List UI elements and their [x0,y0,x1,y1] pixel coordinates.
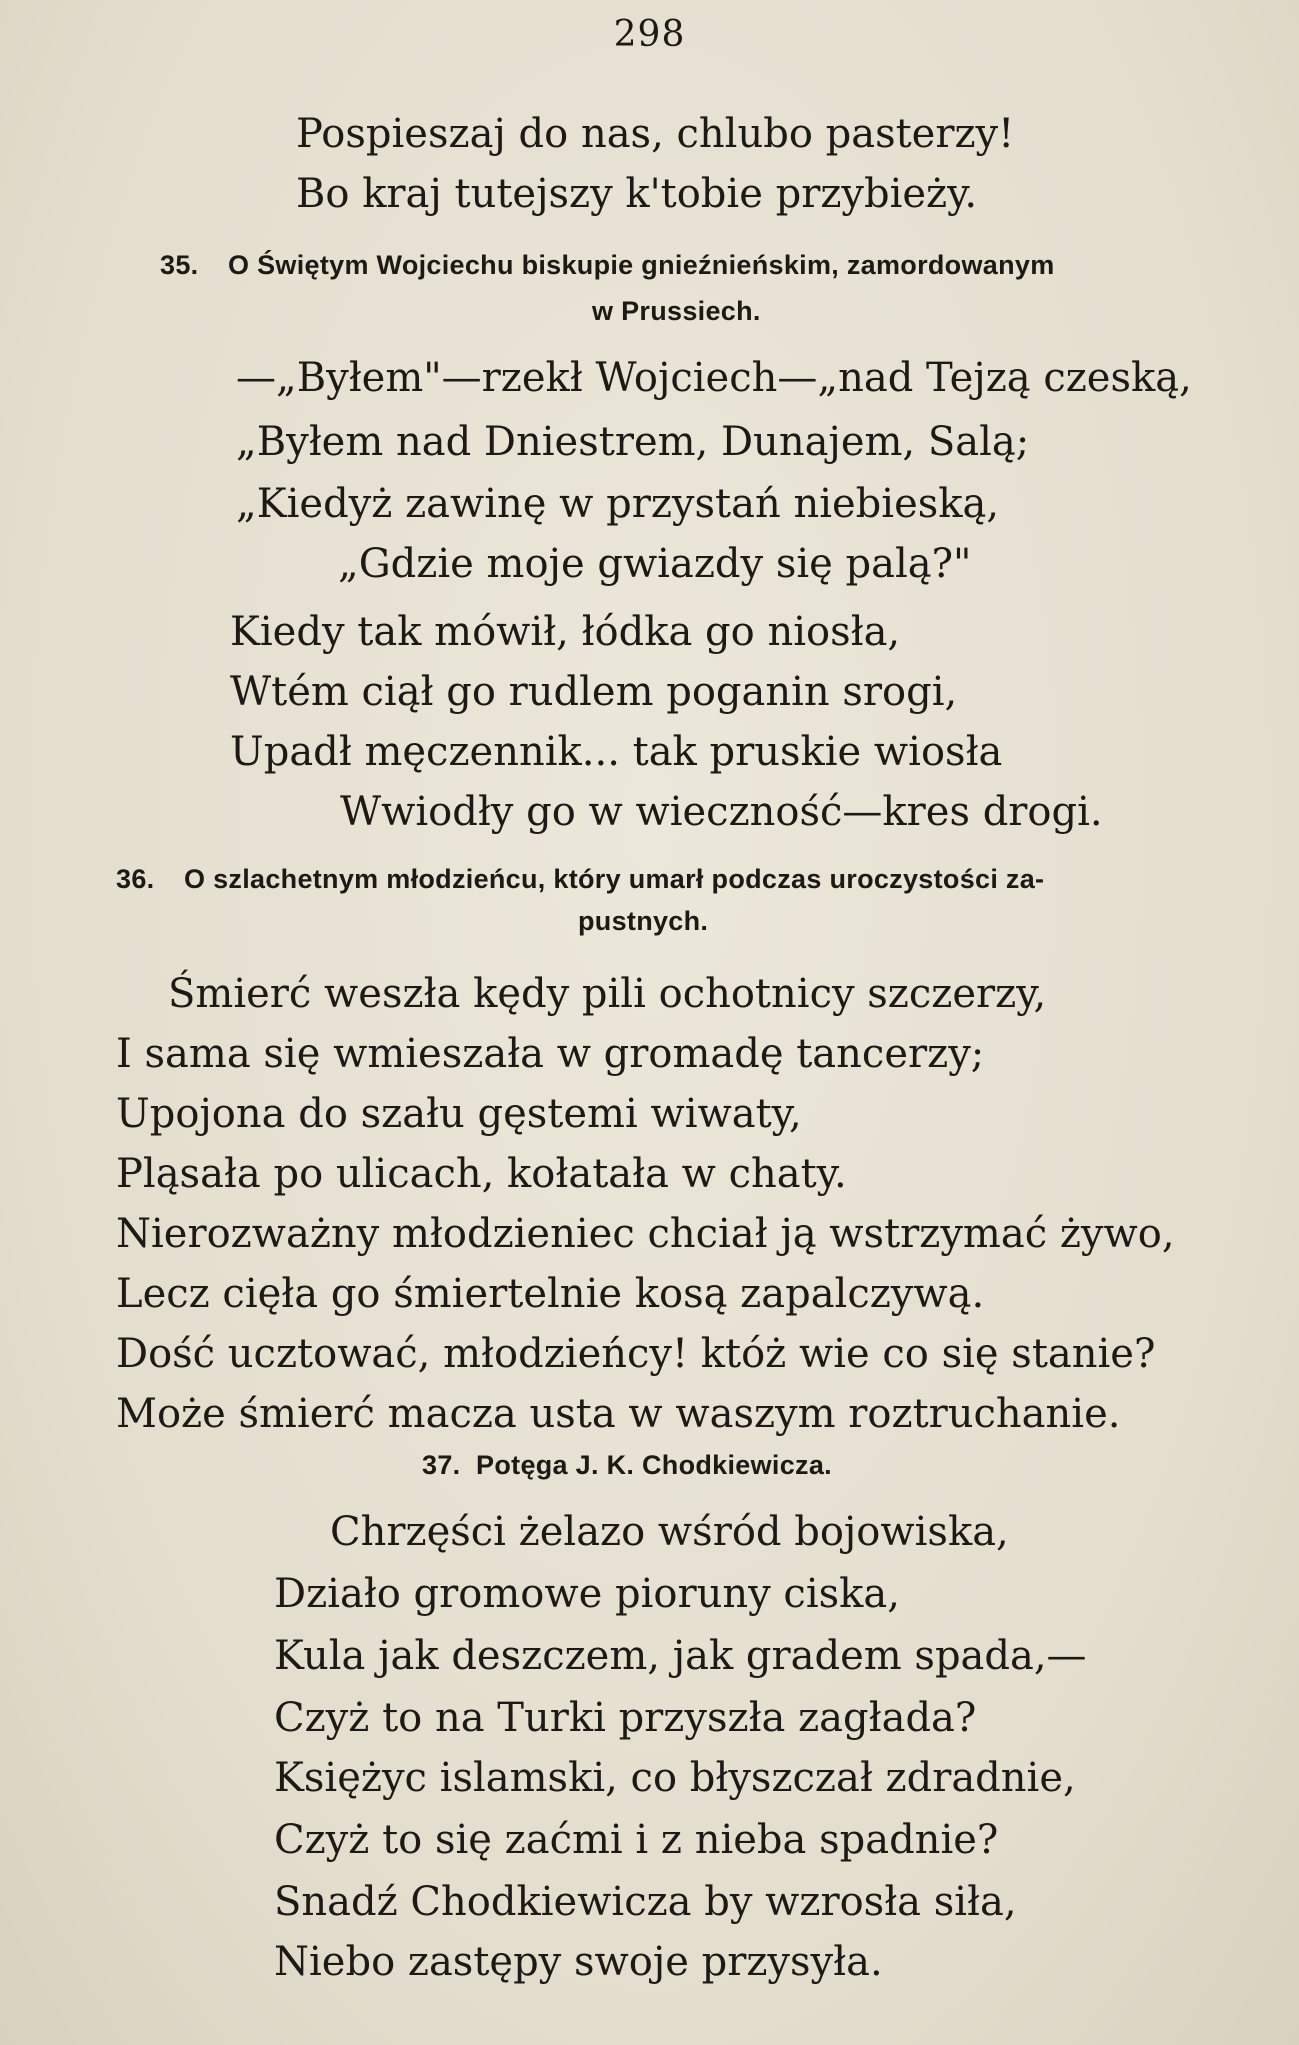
poem-line: Czyż to na Turki przyszła zagłada? [274,1695,977,1741]
poem-line: Śmierć weszła kędy pili ochotnicy szczerzy, [168,971,1047,1017]
section-title: Potęga J. K. Chodkiewicza. [476,1450,832,1480]
poem-line: Księżyc islamski, co błyszczał zdradnie, [274,1755,1076,1801]
section-heading-35 [160,252,1055,279]
poem-line: Kula jak deszczem, jak gradem spada,— [274,1633,1087,1679]
section-heading-35-cont: w Prussiech. [592,296,761,326]
section-heading-37 [422,1452,832,1479]
poem-line: Dość ucztować, młodzieńcy! któż wie co się stanie? [116,1331,1156,1377]
poem-line: Może śmierć macza usta w waszym roztruchanie. [116,1391,1121,1437]
poem-line: Snadź Chodkiewicza by wzrosła siła, [274,1879,1017,1925]
poem-line: „Gdzie moje gwiazdy się palą?" [338,541,972,587]
poem-line: Upojona do szału gęstemi wiwaty, [116,1091,802,1137]
poem-line: I sama się wmieszała w gromadę tancerzy; [116,1031,985,1077]
poem-line: „Byłem nad Dniestrem, Dunajem, Salą; [236,419,1030,465]
page-number: 298 [613,14,686,55]
poem-line: Lecz cięła go śmiertelnie kosą zapalczywą. [116,1271,985,1317]
intro-line: Bo kraj tutejszy k'tobie przybieży. [296,171,978,217]
poem-line: —„Byłem"—rzekł Wojciech—„nad Tejzą czeską, [236,355,1192,401]
poem-line: Kiedy tak mówił, łódka go niosła, [230,609,901,655]
poem-line: Czyż to się zaćmi i z nieba spadnie? [274,1817,999,1863]
poem-line: Działo gromowe pioruny ciska, [274,1571,900,1617]
poem-line: Nierozważny młodzieniec chciał ją wstrzymać żywo, [116,1211,1175,1257]
section-number: 35. [160,250,199,280]
poem-line: „Kiedyż zawinę w przystań niebieską, [236,481,1000,527]
poem-line: Wwiodły go w wieczność—kres drogi. [340,789,1103,835]
poem-line: Niebo zastępy swoje przysyła. [274,1939,883,1985]
section-title: O szlachetnym młodzieńcu, który umarł podczas uroczystości za- [184,864,1045,894]
section-title: O Świętym Wojciechu biskupie gnieźnieńskim, zamordowanym [228,250,1055,280]
section-number: 37. [422,1450,461,1480]
section-number: 36. [116,864,155,894]
section-heading-36-cont: pustnych. [578,906,709,936]
poem-line: Upadł męczennik... tak pruskie wiosła [230,729,1003,775]
poem-line: Chrzęści żelazo wśród bojowiska, [330,1509,1009,1555]
section-heading-36 [116,866,1044,893]
intro-line: Pospieszaj do nas, chlubo pasterzy! [296,111,1015,157]
poem-line: Pląsała po ulicach, kołatała w chaty. [116,1151,847,1197]
poem-line: Wtém ciął go rudlem poganin srogi, [230,669,958,715]
